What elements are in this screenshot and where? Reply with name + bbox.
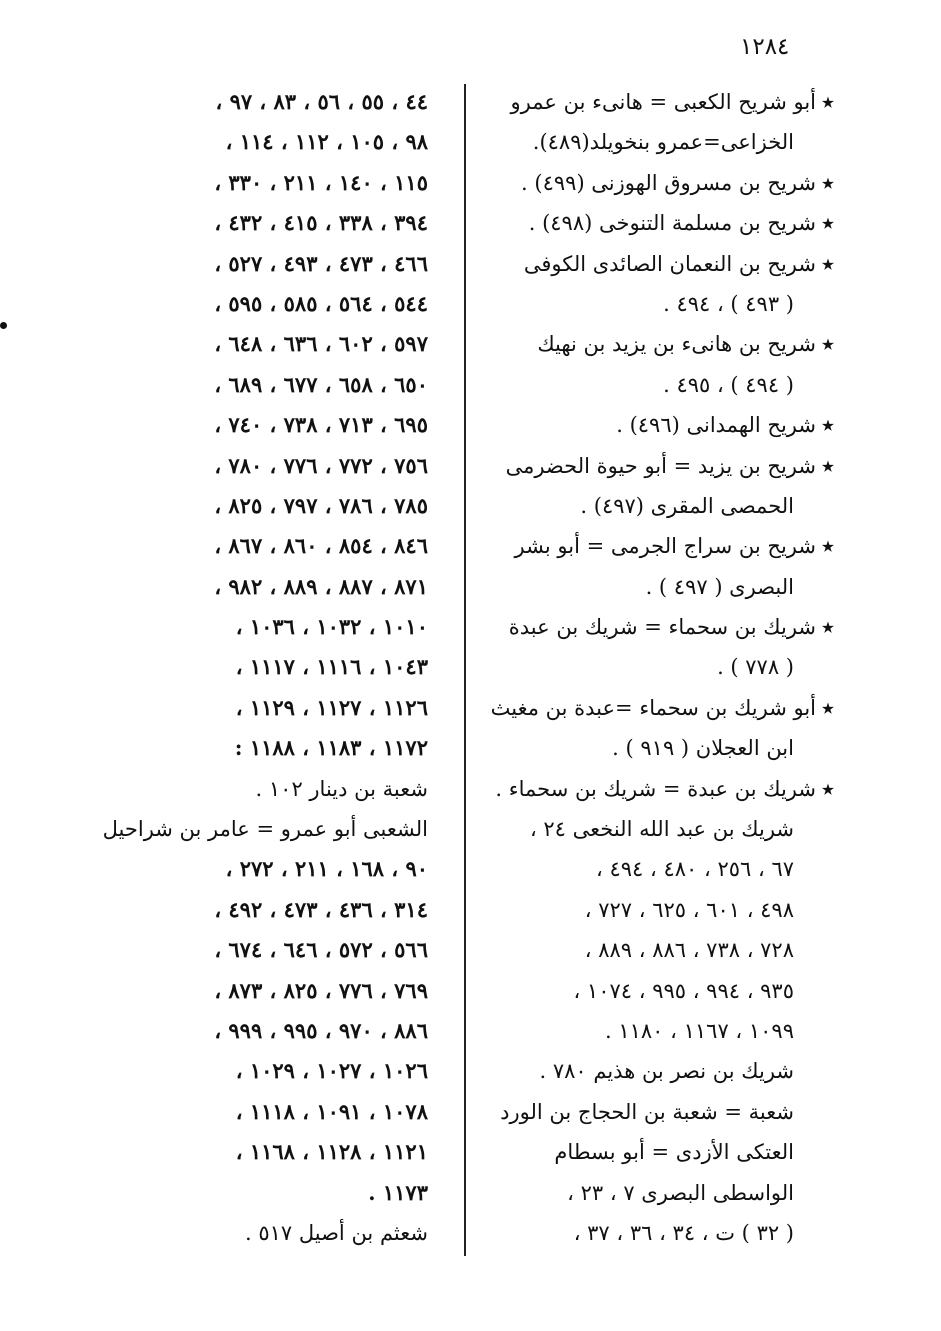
index-entry-line (488, 1173, 816, 1213)
index-entry-line (488, 607, 834, 647)
entry-bullet-icon: ٭ (822, 412, 834, 438)
column-divider (464, 84, 466, 1256)
entry-text: ١٠٩٩ ، ١١٦٧ ، ١١٨٠ . (604, 1018, 794, 1043)
margin-dot (0, 322, 7, 329)
index-entry-line: ٧٨٥ ، ٧٨٦ ، ٧٩٧ ، ٨٢٥ ، (214, 492, 428, 518)
entry-bullet-icon: ٭ (822, 533, 834, 559)
index-entry-line (488, 163, 834, 203)
index-entry-line: الشعبى أبو عمرو = عامر بن شراحيل (102, 817, 428, 842)
entry-text: ٦٧ ، ٢٥٦ ، ٤٨٠ ، ٤٩٤ ، (596, 857, 794, 882)
page-number: ١٢٨٤ (740, 34, 790, 60)
index-entry-line: ١١٧٣ . (368, 1179, 428, 1205)
index-entry-line: ١١٥ ، ١٤٠ ، ٢١١ ، ٣٣٠ ، (214, 169, 428, 195)
index-entry-line: ١٠١٠ ، ١٠٣٢ ، ١٠٣٦ ، (235, 614, 428, 640)
index-entry-line (488, 526, 834, 566)
entry-text: شريك بن عبدة = شريك بن سحماء . (495, 776, 816, 801)
index-entry-line (488, 809, 816, 849)
index-entry-line (488, 122, 816, 162)
index-entry-line: ١١٢٦ ، ١١٢٧ ، ١١٢٩ ، (235, 694, 428, 720)
entry-text: الحمصى المقرى (٤٩٧) . (580, 493, 794, 518)
entry-text: ( ٧٧٨ ) . (717, 655, 794, 680)
index-entry-line: ٦٩٥ ، ٧١٣ ، ٧٣٨ ، ٧٤٠ ، (214, 412, 428, 438)
index-entry-line: ٨٨٦ ، ٩٧٠ ، ٩٩٥ ، ٩٩٩ ، (214, 1017, 428, 1043)
entry-bullet-icon: ٭ (822, 331, 834, 357)
entry-bullet-icon: ٭ (822, 452, 834, 478)
entry-text: شريح الهمدانى (٤٩٦) . (616, 413, 816, 438)
entry-bullet-icon: ٭ (822, 694, 834, 720)
index-entry-line (488, 1092, 816, 1132)
index-entry-line (488, 890, 816, 930)
index-entry-line (488, 203, 834, 243)
index-entry-line: ١١٧٢ ، ١١٨٣ ، ١١٨٨ : (234, 735, 428, 761)
entry-text: العتكى الأزدى = أبو بسطام (554, 1140, 794, 1165)
entry-text: ( ٣٢ ) ت ، ٣٤ ، ٣٦ ، ٣٧ ، (573, 1220, 794, 1245)
entry-bullet-icon: ٭ (822, 775, 834, 801)
entry-text: شريح بن يزيد = أبو حيوة الحضرمى (505, 453, 816, 478)
index-entry-line (488, 971, 816, 1011)
index-entry-line (488, 688, 834, 728)
index-entry-line: ٥٤٤ ، ٥٦٤ ، ٥٨٥ ، ٥٩٥ ، (214, 290, 428, 316)
index-entry-line (488, 486, 816, 526)
entry-bullet-icon: ٭ (822, 210, 834, 236)
entry-text: شعبة = شعبة بن الحجاج بن الورد (500, 1099, 794, 1124)
left-column (98, 82, 428, 1253)
index-entry-line: ٤٤ ، ٥٥ ، ٥٦ ، ٨٣ ، ٩٧ ، (215, 89, 428, 114)
index-entry-line: ٦٥٠ ، ٦٥٨ ، ٦٧٧ ، ٦٨٩ ، (214, 371, 428, 397)
entry-bullet-icon: ٭ (822, 250, 834, 276)
entry-text: البصرى ( ٤٩٧ ) . (645, 574, 794, 599)
index-entry-line: ٨٧١ ، ٨٨٧ ، ٨٨٩ ، ٩٨٢ ، (214, 573, 428, 599)
entry-bullet-icon: ٭ (822, 89, 834, 114)
entry-bullet-icon: ٭ (822, 169, 834, 195)
index-entry-line (488, 1132, 816, 1172)
index-entry-line (488, 769, 834, 809)
right-column (488, 82, 834, 1253)
entry-text: ٤٩٨ ، ٦٠١ ، ٦٢٥ ، ٧٢٧ ، (584, 897, 794, 922)
entry-text: شريك بن سحماء = شريك بن عبدة (508, 615, 816, 640)
entry-text: أبو شريح الكعبى = هانىء بن عمرو (510, 90, 816, 114)
index-entry-line (488, 244, 834, 284)
index-entry-line (488, 930, 816, 970)
entry-text: شريح بن مسروق الهوزنى (٤٩٩) . (521, 170, 816, 195)
index-entry-line: ٧٦٩ ، ٧٧٦ ، ٨٢٥ ، ٨٧٣ ، (214, 977, 428, 1003)
index-entry-line (488, 1213, 816, 1253)
index-entry-line: ٨٤٦ ، ٨٥٤ ، ٨٦٠ ، ٨٦٧ ، (214, 533, 428, 559)
index-entry-line (488, 405, 834, 445)
index-entry-line: ١٠٤٣ ، ١١١٦ ، ١١١٧ ، (235, 654, 428, 680)
entry-text: الواسطى البصرى ٧ ، ٢٣ ، (567, 1180, 794, 1205)
index-entry-line: شعثم بن أصيل ٥١٧ . (244, 1220, 428, 1245)
index-entry-line (488, 1011, 816, 1051)
entry-text: ٩٣٥ ، ٩٩٤ ، ٩٩٥ ، ١٠٧٤ ، (573, 978, 794, 1003)
entry-text: ابن العجلان ( ٩١٩ ) . (612, 736, 794, 761)
index-entry-line: ٥٩٧ ، ٦٠٢ ، ٦٣٦ ، ٦٤٨ ، (214, 331, 428, 357)
entry-text: ( ٤٩٤ ) ، ٤٩٥ . (663, 372, 794, 397)
index-entry-line: ٣١٤ ، ٤٣٦ ، ٤٧٣ ، ٤٩٢ ، (214, 896, 428, 922)
index-entry-line (488, 849, 816, 889)
index-entry-line: ٩٠ ، ١٦٨ ، ٢١١ ، ٢٧٢ ، (225, 856, 428, 882)
index-entry-line: ٣٩٤ ، ٣٣٨ ، ٤١٥ ، ٤٣٢ ، (214, 210, 428, 236)
entry-text: شريح بن النعمان الصائدى الكوفى (523, 251, 816, 276)
entry-text: شريح بن مسلمة التنوخى (٤٩٨) . (528, 211, 816, 236)
entry-text: الخزاعى=عمرو بنخويلد(٤٨٩). (532, 130, 794, 155)
entry-text: أبو شريك بن سحماء =عبدة بن مغيث (490, 695, 816, 720)
index-entry-line: ١٠٢٦ ، ١٠٢٧ ، ١٠٢٩ ، (235, 1058, 428, 1084)
entry-text: شريح بن سراج الجرمى = أبو بشر (514, 534, 816, 559)
index-entry-line (488, 324, 834, 364)
index-entry-line: ٤٦٦ ، ٤٧٣ ، ٤٩٣ ، ٥٢٧ ، (214, 250, 428, 276)
index-entry-line: ٩٨ ، ١٠٥ ، ١١٢ ، ١١٤ ، (225, 129, 428, 155)
index-entry-line: ٧٥٦ ، ٧٧٢ ، ٧٧٦ ، ٧٨٠ ، (214, 452, 428, 478)
entry-text: شريح بن هانىء بن يزيد بن نهيك (537, 332, 816, 357)
index-entry-line: ١١٢١ ، ١١٢٨ ، ١١٦٨ ، (235, 1139, 428, 1165)
index-entry-line (488, 82, 834, 122)
index-entry-line: ١٠٧٨ ، ١٠٩١ ، ١١١٨ ، (235, 1098, 428, 1124)
index-entry-line: ٥٦٦ ، ٥٧٢ ، ٦٤٦ ، ٦٧٤ ، (214, 937, 428, 963)
index-entry-line (488, 365, 816, 405)
index-entry-line (488, 728, 816, 768)
index-entry-line (488, 1051, 816, 1091)
entry-text: ٧٢٨ ، ٧٣٨ ، ٨٨٦ ، ٨٨٩ ، (584, 938, 794, 963)
entry-text: شريك بن نصر بن هذيم ٧٨٠ . (539, 1059, 794, 1084)
index-entry-line (488, 446, 834, 486)
entry-text: ( ٤٩٣ ) ، ٤٩٤ . (663, 291, 794, 316)
entry-bullet-icon: ٭ (822, 614, 834, 640)
index-entry-line (488, 647, 816, 687)
entry-text: شريك بن عبد الله النخعى ٢٤ ، (529, 817, 794, 842)
index-entry-line: شعبة بن دينار ١٠٢ . (255, 776, 428, 801)
index-entry-line (488, 284, 816, 324)
index-entry-line (488, 567, 816, 607)
